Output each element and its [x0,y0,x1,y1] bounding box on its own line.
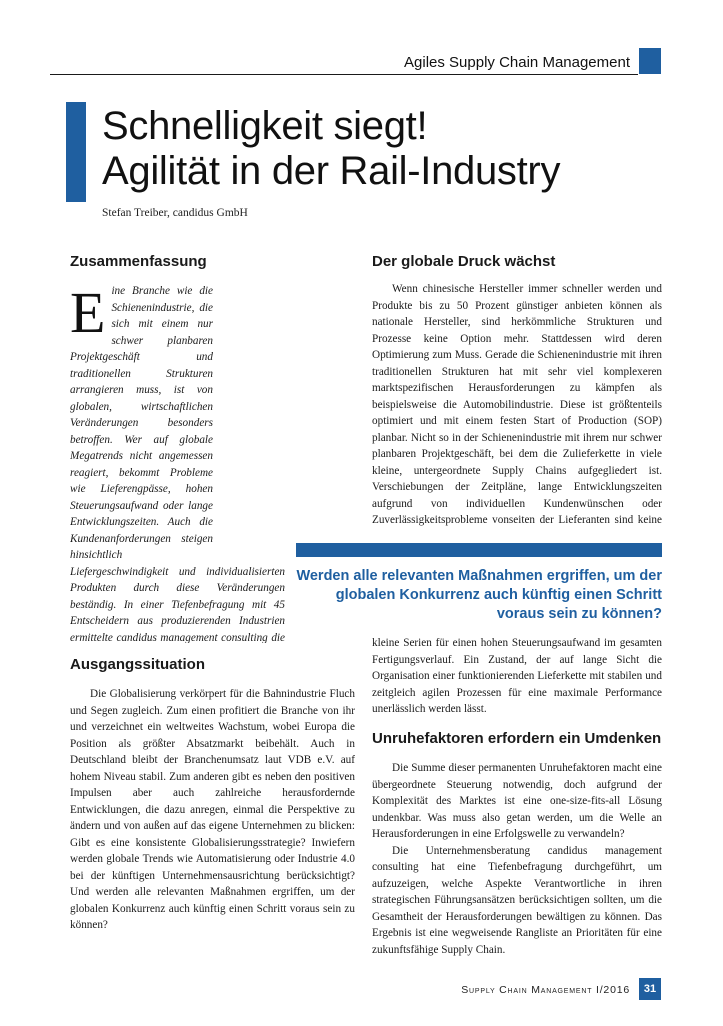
summary-block [70,283,285,643]
title-line-2: Agilität in der Rail-Industry [102,149,561,193]
ausgang-heading: Ausgangssituation [70,656,206,673]
header-rule [50,74,638,75]
ausgang-text: Die Globalisierung verkörpert für die Bahnindustrie Fluch und Segen zugleich. Zum einen profitiert die Branche von ihr und verzeichnet ein weltweites Wachstum, wobei Europa die Position als größter Absatzmarkt beibehält. Auch in Deutschland bleibt der Branchenumsatz laut VDB e.V. auf hohem Niveau stabil. Zum anderen gibt es neben den positiven Impulsen aber auch zahlreiche herausfordernde Entwicklungen, die dazu anregen, einmal die Perspektive zu ändern und von außen auf das eigene Unternehmen zu blicken: Gibt es eine konsistente Globalisierungsstrategie? Inwiefern werden globale Trends wie Automatisierung oder Industrie 4.0 bei der künftigen Unternehmensausrichtung berücksichtigt? Und werden alle relevanten Maßnahmen ergriffen, um der globalen Konkurrenz auch künftig einen Schritt voraus sein zu können? [70,688,355,931]
unruhe-block [372,760,662,960]
title-line-1: Schnelligkeit siegt! [102,104,428,148]
unruhe-text-2: Die Unternehmensberatung candidus management consulting hat eine Tiefenbefragung durchgeführt, um aufzuzeigen, welche Aspekte Verantwortliche in ihren strategischen Führungsansätzen berücksichtigen sollten, um die Gesamtheit der Herausforderungen bewältigen zu können. Das Ergebnis ist eine wegweisende Rangliste an Prioritäten für eine zukunftsfähige Supply Chain. [372,844,662,956]
drop-cap: E [70,283,106,345]
quote-accent-bar [296,543,662,557]
druck-block [372,281,662,531]
footer-journal: Supply Chain Management I/2016 [461,984,630,996]
summary-text: ine Branche wie die Schienenindustrie, die sich mit einem nur schwer planbaren Projektgeschäft und traditionellen Strukturen arrangieren muss, ist von globalen, wirtschaftlichen Veränderungen besonders betroffen. Wer auf globale Megatrends nicht angemessen reagiert, bekommt Probleme wie Lieferengpässe, hohen Steuerungsaufwand oder lange Entwicklungszeiten. Auch die Kundenanforderungen steigen hinsichtlich Liefergeschwindigkeit und individualisierten Produkten durch diese Veränderungen beständig. In einer Tiefenbefragung mit 45 Entscheidern aus produzierenden Industrien ermittelte candidus management consulting die [70,285,285,643]
unruhe-text-1: Die Summe dieser permanenten Unruhefaktoren macht eine übergeordnete Steuerung notwendig, doch aufgrund der Komplexität des Marktes ist eine one-size-fits-all Lösung undenkbar. Was muss also getan werden, um die Welle an Herausforderungen in eine Erfolgswelle zu verwandeln? [372,762,662,840]
druck-text: Wenn chinesische Hersteller immer schneller werden und Produkte bis zu 50 Prozent günstiger anbieten können als nationale Hersteller, sind herkömmliche Strukturen und Prozesse keine Option mehr. Stattdessen wird deren Optimierung zum Muss. Gerade die Schienenindustrie mit ihren traditionellen Strukturen hat mit sehr viel komplexeren marktspezifischen Herausforderungen zu kämpfen als beispielsweise die Automobilindustrie. Diese ist größtenteils optimiert und mit einem festen Start of Production (SOP) planbar. Nicht so in der Schienenindustrie mit ihrem nur schwer planbaren Projektgeschäft, bei dem die Zulieferkette in viele kleine, untergeordnete Supply Chains aufgegliedert ist. Verschiebungen der Zeitpläne, lange Entwicklungszeiten aufgrund von individuellen Kundenwünschen oder Zuverlässigkeitsprobleme vonseiten der Lieferanten sind keine [372,283,662,526]
druck-continued-text: kleine Serien für einen hohen Steuerungsaufwand im gesamten Fertigungsverlauf. Ein Zustand, der auf lange Sicht die Organisation einer funktionierenden Lieferkette mit stabilen und zeitgleich agilen Prozessen für eine maximale Performance unerlässlich werden lässt. [372,637,662,715]
druck-heading: Der globale Druck wächst [372,253,556,270]
druck-continued-block [372,635,662,715]
author-line: Stefan Treiber, candidus GmbH [102,207,248,219]
title-accent-bar [66,102,86,202]
page-number: 31 [639,978,661,1000]
running-header: Agiles Supply Chain Management [404,54,630,71]
summary-heading: Zusammenfassung [70,253,207,270]
ausgang-block [70,686,355,946]
article-title [102,104,702,194]
header-accent-box [639,48,661,74]
unruhe-heading: Unruhefaktoren erfordern ein Umdenken [372,730,662,747]
pull-quote: Werden alle relevanten Maßnahmen ergriffen, um der globalen Konkurrenz auch künftig einen Schritt voraus sein zu können? [296,568,662,622]
